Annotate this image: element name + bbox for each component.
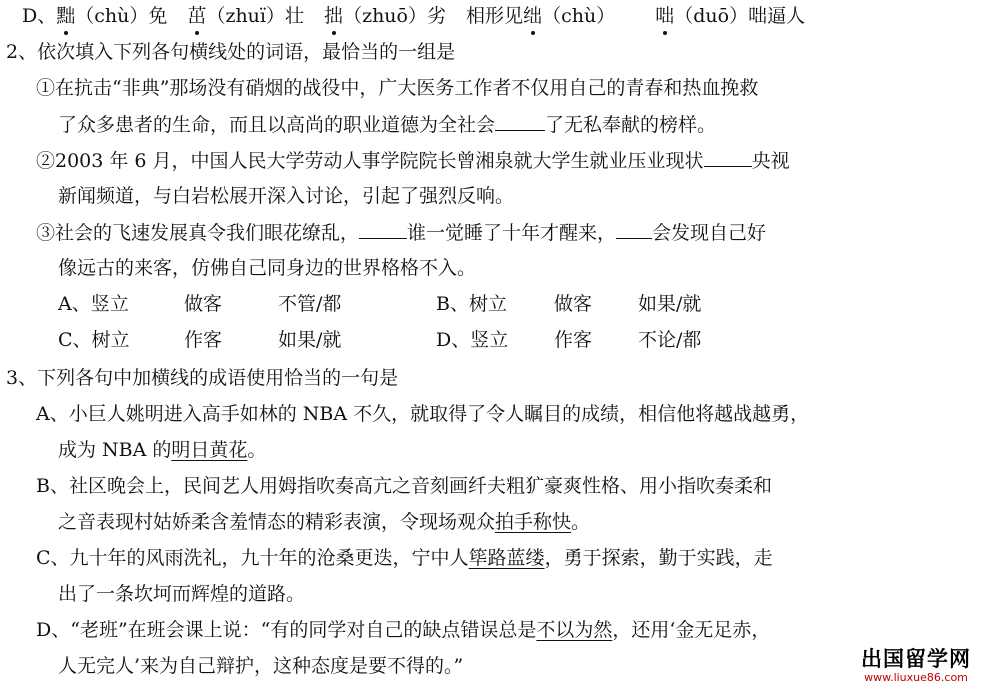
underlined-idiom: 拍手称快 [495, 511, 572, 533]
q2-title: 2、依次填入下列各句横线处的词语，最恰当的一组是 [6, 41, 456, 63]
q3-option-a-line-2 [58, 438, 266, 462]
dotted-char: 绌 [523, 5, 543, 27]
sentence-text: 会发现自己好 [652, 222, 767, 244]
dotted-char: 拙 [324, 5, 344, 27]
pinyin-word: （zhuō）劣 [343, 5, 446, 27]
q3-option-a-line-1: A、小巨人姚明进入高手如林的 NBA 不久，就取得了令人瞩目的成绩，相信他将越战越勇， [36, 403, 810, 425]
sentence-text: 。 [571, 511, 591, 533]
q2-option-b-3: 如果/就 [638, 293, 702, 315]
sentence-text: ，勇于探索，勤于实践，走 [544, 547, 773, 569]
q3-option-c-line-1 [36, 546, 773, 570]
q3-option-d-line-1 [36, 618, 770, 642]
sentence-text: 了无私奉献的榜样。 [545, 114, 717, 136]
q2-option-b-2: 做客 [554, 293, 593, 315]
sentence-text: 成为 NBA 的 [58, 439, 172, 461]
q2-sentence-2-line-2: 新闻频道，与白岩松展开深入讨论，引起了强烈反响。 [58, 185, 515, 207]
watermark-title: 出国留学网 [861, 647, 971, 671]
sentence-text: D、“老班”在班会课上说：“有的同学对自己的缺点错误总是 [36, 619, 537, 641]
underlined-idiom: 不以为然 [536, 619, 613, 641]
site-watermark [841, 643, 991, 687]
sentence-text: 。 [247, 439, 267, 461]
pinyin-word-prefix: 相形见 [466, 5, 524, 27]
q2-option-a-2: 做客 [184, 293, 223, 315]
q2-sentence-1-line-1: ①在抗击“非典”那场没有硝烟的战役中，广大医务工作者不仅用自己的青春和热血挽救 [36, 77, 759, 99]
q2-option-d-3: 不论/都 [638, 329, 702, 351]
dotted-char: 咄 [655, 5, 675, 27]
q2-sentence-3-line-1 [36, 220, 766, 245]
q3-option-b-line-1: B、社区晚会上，民间艺人用姆指吹奏高亢之音刻画纤夫粗犷豪爽性格、用小指吹奏柔和 [36, 475, 772, 497]
pinyin-word: （chù） [542, 5, 616, 27]
q2-sentence-1-line-2 [58, 112, 716, 137]
dotted-char: 茁 [187, 5, 207, 27]
fill-blank [495, 112, 545, 131]
q3-option-c-line-2: 出了一条坎坷而辉煌的道路。 [58, 583, 306, 605]
fill-blank [704, 148, 752, 167]
underlined-idiom: 筚路蓝缕 [468, 547, 545, 569]
q2-option-d-1: D、竖立 [436, 329, 509, 351]
sentence-text: ③社会的飞速发展真令我们眼花缭乱， [36, 222, 360, 244]
q3-option-b-line-2 [58, 510, 590, 534]
sentence-text: 央视 [751, 150, 790, 172]
sentence-text: ②2003 年 6 月，中国人民大学劳动人事学院院长曾湘泉就大学生就业压业现状 [36, 150, 704, 172]
q2-option-a-3: 不管/都 [278, 293, 342, 315]
pinyin-word: （chù）免 [75, 5, 168, 27]
q2-option-c-2: 作客 [184, 329, 223, 351]
q2-sentence-3-line-2: 像远古的来客，仿佛自己同身边的世界格格不入。 [58, 257, 477, 279]
sentence-text: C、九十年的风雨洗礼，九十年的沧桑更迭，宁中人 [36, 547, 469, 569]
underlined-idiom: 明日黄花 [171, 439, 248, 461]
fill-blank [359, 220, 407, 239]
q2-sentence-2-line-1 [36, 148, 790, 173]
dotted-char: 黜 [56, 5, 76, 27]
sentence-text: 谁一觉睡了十年才醒来， [407, 222, 617, 244]
q2-option-c-3: 如果/就 [278, 329, 342, 351]
q3-option-d-line-2: 人无完人’来为自己辩护，这种态度是要不得的。” [58, 655, 464, 677]
pinyin-word: （duō）咄逼人 [674, 5, 806, 27]
sentence-text: ，还用‘金无足赤， [612, 619, 771, 641]
pinyin-word: （zhuï）壮 [206, 5, 304, 27]
q3-title: 3、下列各句中加横线的成语使用恰当的一句是 [6, 367, 399, 389]
option-label: D、 [22, 5, 57, 27]
sentence-text: 了众多患者的生命，而且以高尚的职业道德为全社会 [58, 114, 496, 136]
fill-blank [616, 220, 652, 239]
q1-option-d [22, 4, 805, 28]
q2-option-a-1: A、竖立 [58, 293, 129, 315]
q2-option-c-1: C、树立 [58, 329, 130, 351]
q2-option-d-2: 作客 [554, 329, 593, 351]
sentence-text: 之音表现村姑娇柔含羞情态的精彩表演，令现场观众 [58, 511, 496, 533]
watermark-url: www.liuxue86.com [864, 671, 968, 684]
q2-option-b-1: B、树立 [436, 293, 507, 315]
